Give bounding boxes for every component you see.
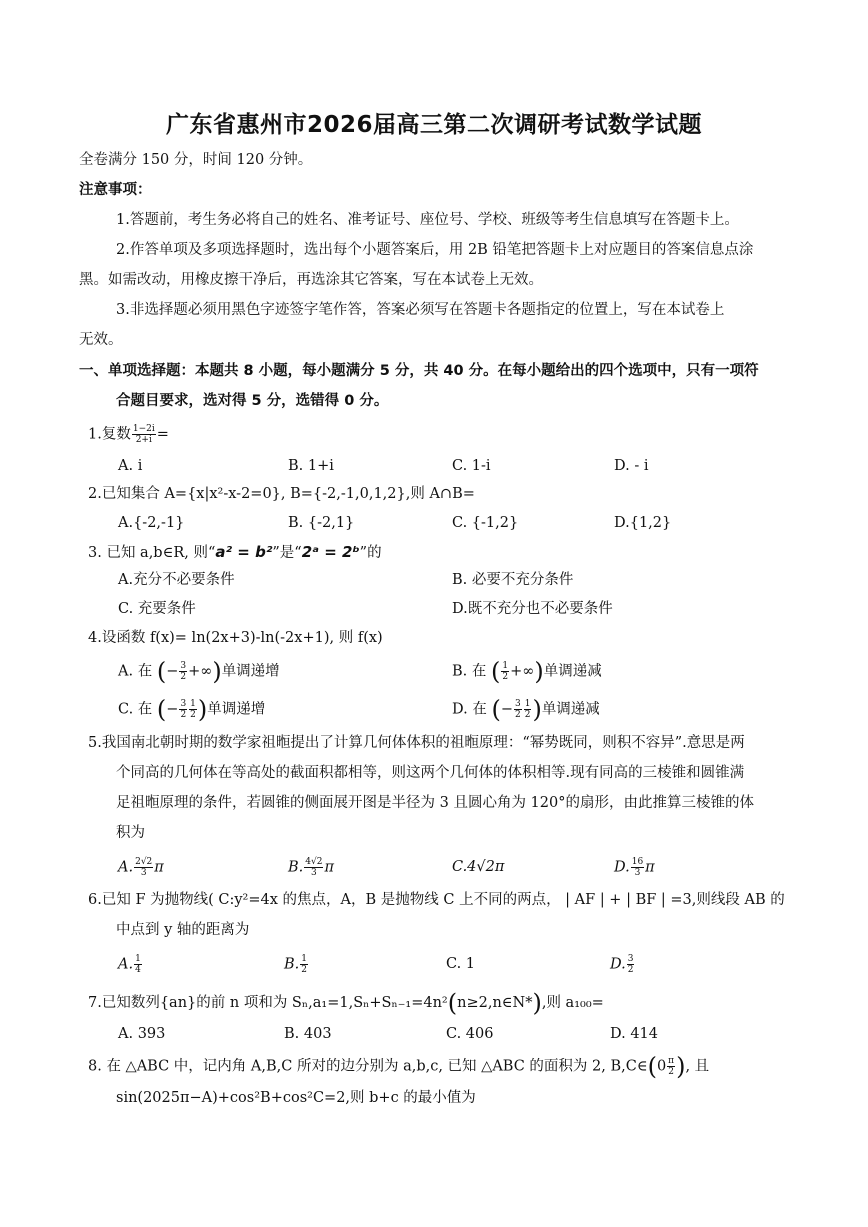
q7-option-b: B. 403 (284, 1026, 332, 1042)
q4-option-d: D. 在 (− $\frac{3}{2}$ $\frac{1}{2}$ )单调递减 (452, 695, 600, 724)
q6-option-d: D. $\frac{3}{2}$ (610, 954, 634, 975)
q6-option-a: A. $\frac{1}{4}$ (118, 954, 141, 975)
q1-option-a: A. i (118, 458, 143, 474)
page-title: 广东省惠州市2026届高三第二次调研考试数学试题 (165, 112, 702, 138)
q4-option-a: A. 在 (− $\frac{3}{2}$ +∞)单调递增 (118, 657, 280, 686)
q6-option-c: C. 1 (446, 956, 476, 972)
q7-option-d: D. 414 (610, 1026, 659, 1042)
q2-stem: 2.已知集合 A={x|x²-x-2=0}, B={-2,-1,0,1,2},则 A∩B= (88, 486, 475, 502)
q2-option-b: B. {-2,1} (288, 515, 355, 531)
q1-option-d: D. - i (614, 458, 649, 474)
q4-stem: 4.设函数 f(x)= ln(2x+3)-ln(-2x+1), 则 f(x) (88, 630, 383, 646)
intro-text: 全卷满分 150 分，时间 120 分钟。 (79, 152, 313, 168)
q1-stem-prefix: 1.复数 (88, 426, 131, 443)
q6-stem-line1: 6.已知 F 为抛物线( C:y²=4x 的焦点，A，B 是抛物线 C 上不同的两点， | AF | + | BF | =3,则线段 AB 的 (88, 892, 785, 908)
section1-heading-cont: 合题目要求，选对得 5 分，选错得 0 分。 (116, 393, 389, 409)
q3-expr1: a² = b² (215, 543, 273, 561)
q5-stem-line1: 5.我国南北朝时期的数学家祖暅提出了计算几何体体积的祖暅原理：“幂势既同，则积不容异”.意思是两 (88, 735, 745, 751)
notice-heading: 注意事项： (79, 182, 152, 198)
q5-stem-line4: 积为 (116, 825, 145, 841)
q7-option-c: C. 406 (446, 1026, 494, 1042)
q8-stem-line2: sin(2025π−A)+cos²B+cos²C=2,则 b+c 的最小值为 (116, 1090, 476, 1106)
q3-option-b: B. 必要不充分条件 (452, 572, 574, 588)
q7-option-a: A. 393 (118, 1026, 166, 1042)
q6-stem-line2: 中点到 y 轴的距离为 (116, 922, 250, 938)
notice-3b: 无效。 (79, 332, 123, 348)
section1-heading: 一、单项选择题：本题共 8 小题，每小题满分 5 分，共 40 分。在每小题给出的四个选项中，只有一项符 (79, 363, 759, 379)
q5-option-d: D. $\frac{16}{3}$ π (614, 857, 655, 878)
notice-1: 1.答题前，考生务必将自己的姓名、准考证号、座位号、学校、班级等考生信息填写在答题卡上。 (116, 212, 739, 228)
q5-option-c: C.4√2π (452, 859, 505, 875)
q4-option-c: C. 在 (− $\frac{3}{2}$ $\frac{1}{2}$ )单调递增 (118, 695, 266, 724)
notice-2a: 2.作答单项及多项选择题时，选出每个小题答案后，用 2B 铅笔把答题卡上对应题目的答案信息点涂 (116, 242, 754, 258)
q5-stem-line2: 个同高的几何体在等高处的截面积都相等，则这两个几何体的体积相等.现有同高的三棱锥和圆锥满 (116, 765, 745, 781)
q3-option-d: D.既不充分也不必要条件 (452, 601, 613, 617)
notice-2b: 黑。如需改动，用橡皮擦干净后，再选涂其它答案，写在本试卷上无效。 (79, 272, 543, 288)
q6-option-b: B. $\frac{1}{2}$ (284, 954, 307, 975)
q7-stem: 7.已知数列{an}的前 n 项和为 Sₙ,a₁=1,Sₙ+Sₙ₋₁=4n²(n≥2,n∈N*),则 a₁₀₀= (88, 989, 604, 1017)
q2-option-d: D.{1,2} (614, 515, 672, 531)
q2-option-c: C. {-1,2} (452, 515, 519, 531)
q3-stem: 3. 已知 a,b∈R, 则“a² = b²”是“2ᵃ = 2ᵇ”的 (88, 543, 382, 561)
q5-option-b: B. $\frac{4√2}{3}$ π (288, 857, 334, 878)
q5-option-a: A. $\frac{2√2}{3}$ π (118, 857, 164, 878)
q4-option-b: B. 在 ( $\frac{1}{2}$ +∞)单调递减 (452, 657, 602, 686)
q2-option-a: A.{-2,-1} (118, 515, 185, 531)
q3-option-a: A.充分不必要条件 (118, 572, 235, 588)
q3-expr2: 2ᵃ = 2ᵇ (301, 543, 360, 561)
q5-stem-line3: 足祖暅原理的条件，若圆锥的侧面展开图是半径为 3 且圆心角为 120°的扇形，由此推算三棱锥的体 (116, 795, 754, 811)
q1-fraction: $\frac{1-2i}{2+i}$ (132, 424, 155, 445)
q3-option-c: C. 充要条件 (118, 601, 196, 617)
q1-option-c: C. 1-i (452, 458, 491, 474)
q8-stem-line1: 8. 在 △ABC 中，记内角 A,B,C 所对的边分别为 a,b,c, 已知 △ABC 的面积为 2, B,C∈(0 $\frac{\pi}{2}$ ), 且 (88, 1052, 710, 1081)
q1-stem: 1.复数 $\frac{1-2i}{2+i}$ = (88, 424, 169, 445)
notice-3a: 3.非选择题必须用黑色字迹签字笔作答，答案必须写在答题卡各题指定的位置上，写在本试卷上 (116, 302, 725, 318)
q1-option-b: B. 1+i (288, 458, 334, 474)
